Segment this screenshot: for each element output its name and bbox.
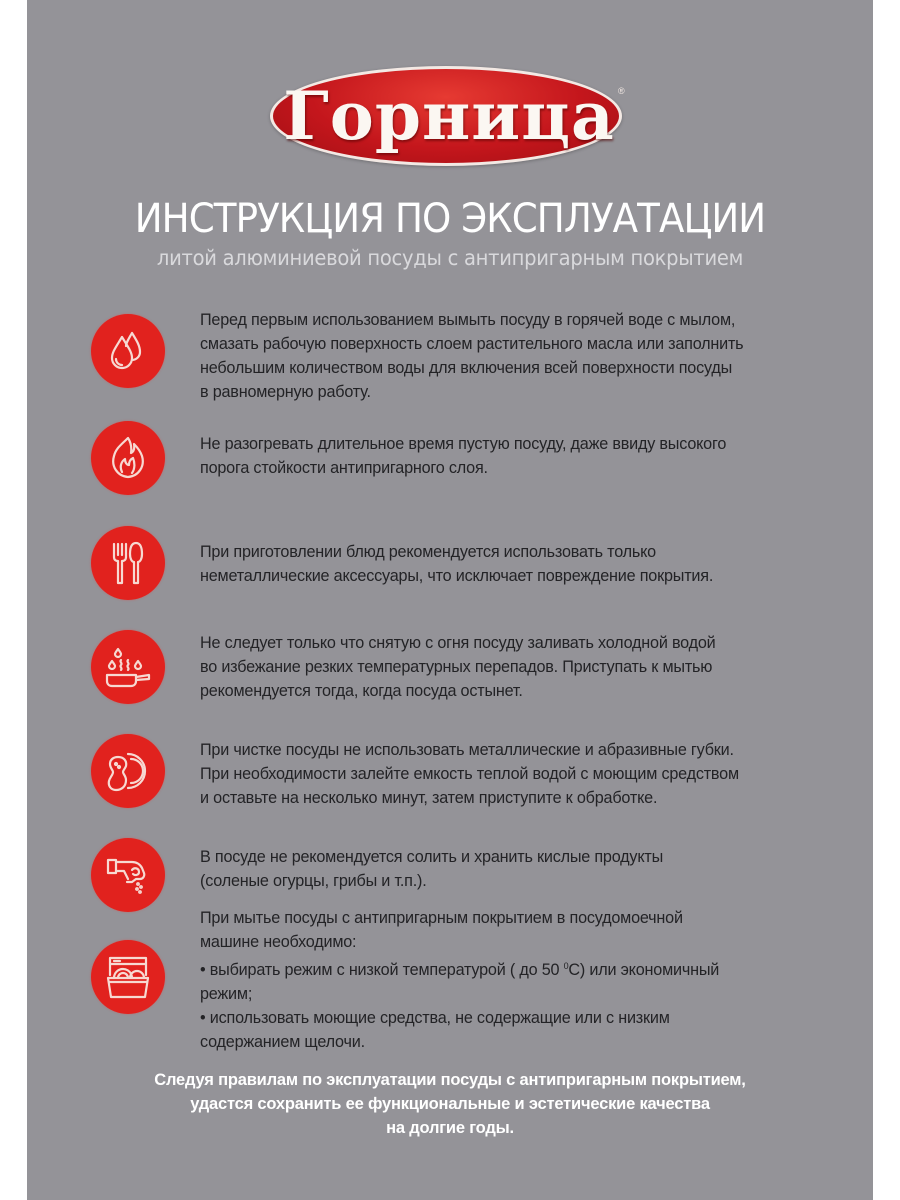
instruction-5: При чистке посуды не использовать металлические и абразивные губки. При необходимости залейте емкость теплой водой с моющим средством и оставьте на несколько минут, затем приступите к обработке. (200, 741, 739, 807)
water-drops-icon (91, 314, 165, 388)
dishwasher-icon (91, 940, 165, 1014)
sponge-plate-icon (91, 734, 165, 808)
dishwasher-bullet-2: • использовать моющие средства, не содержащие или с низким (200, 1009, 670, 1027)
flame-icon (91, 421, 165, 495)
footer-note: Следуя правилам по эксплуатации посуды с антипригарным покрытием, удастся сохранить ее функциональные и эстетические качества на долгие годы. (154, 1071, 746, 1137)
instruction-1: Перед первым использованием вымыть посуду в горячей воде с мылом, смазать рабочую поверхность слоем растительного масла или заполнить небольшим количеством воды для включения всей поверхности посуды в равномерную работу. (200, 311, 744, 401)
salting-hand-icon (91, 838, 165, 912)
brand-logo (270, 66, 625, 166)
instruction-4: Не следует только что снятую с огня посуду заливать холодной водой во избежание резких температурных перепадов. Приступать к мытью рекомендуется тогда, когда посуда остынет. (200, 634, 716, 700)
instruction-2: Не разогревать длительное время пустую посуду, даже ввиду высокого порога стойкости антипригарного слоя. (200, 435, 727, 477)
utensils-icon (91, 526, 165, 600)
hot-pan-icon (91, 630, 165, 704)
dishwasher-bullet-1: • выбирать режим с низкой температурой ( до 50 $^0$C) или экономичный (200, 961, 720, 979)
instruction-6: В посуде не рекомендуется солить и хранить кислые продукты (соленые огурцы, грибы и т.п.). (200, 848, 664, 890)
page-title: ИНСТРУКЦИЯ ПО ЭКСПЛУАТАЦИИ (134, 196, 766, 242)
instruction-7: При мытье посуды с антипригарным покрытием в посудомоечной машине необходимо: • выбирать режим с низкой температурой ( до 50 $^0$C) или экономичный режим; • использовать моющие средства, не содержащие или с низким содержанием щелочи. (200, 906, 840, 1054)
page-subtitle: литой алюминиевой посуды с антипригарным покрытием (156, 246, 744, 270)
instruction-3: При приготовлении блюд рекомендуется использовать только неметаллические аксессуары, что исключает повреждение покрытия. (200, 543, 714, 585)
logo-text: Горница (283, 77, 615, 155)
registered-mark: ® (618, 86, 625, 96)
